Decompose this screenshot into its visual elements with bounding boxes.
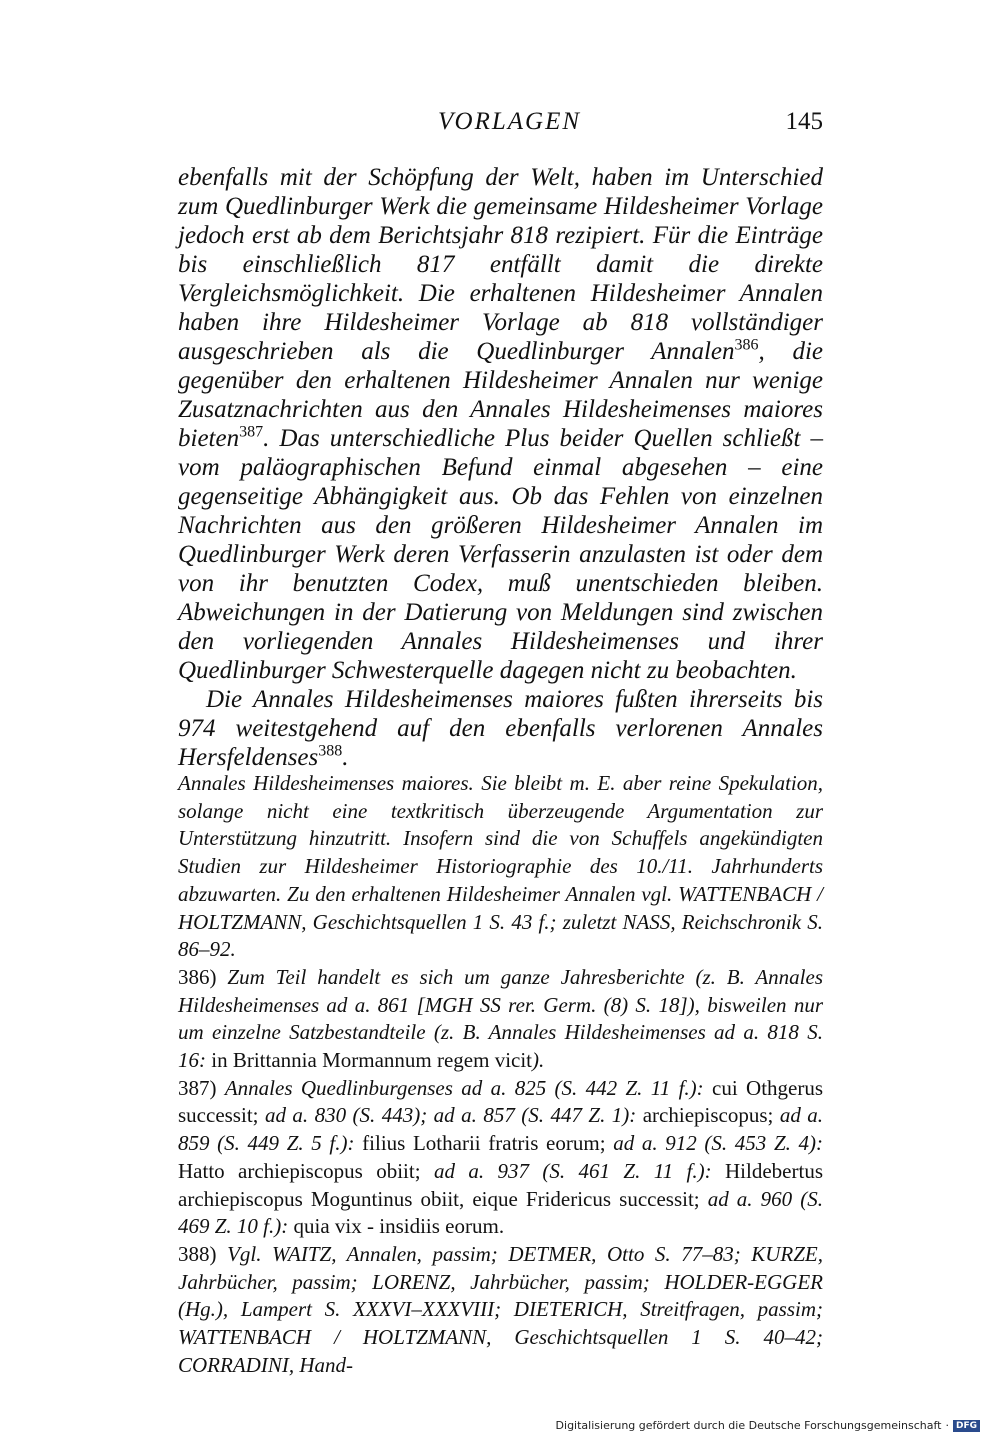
paragraph-1-text-a: ebenfalls mit der Schöpfung der Welt, haben im Unterschied zum Quedlinburger Werk die gemeinsame Hildesheimer Vorlage jedoch erst ab dem Berichtsjahr 818 rezipiert. Für die Einträge bis einschließlich 817 entfällt damit die direkte Vergleichsmöglichkeit. Die erhaltenen Hildesheimer Annalen haben ihre Hildesheimer Vorlage ab 818 vollständiger ausgeschrieben als die Quedlinburger Annalen (178, 164, 823, 365)
paragraph-1-text-b: , die gegenüber den erhaltenen Hildesheimer Annalen nur wenige Zusatznachrichten aus den Annales Hildesheimenses maiores bieten (178, 338, 823, 452)
footnote-ref-388: 388 (318, 742, 343, 760)
paragraph-1 (178, 163, 823, 685)
footnote-number: 386) (178, 964, 217, 989)
footnote-text: ad a. 859 (S. 449 Z. 5 f.): (178, 1103, 824, 1156)
footnote-continuation: Annales Hildesheimenses maiores. Sie bleibt m. E. aber reine Spekulation, solange nicht eine textkritisch überzeugende Argumentation zur Unterstützung hinzutritt. Insofern sind die von Schuffels angekündigten Studien zur Hildesheimer Historiographie des 10./11. Jahrhunderts abzuwarten. Zu den erhaltenen Hildesheimer Annalen vgl. WATTENBACH / HOLTZMANN, Geschichtsquellen 1 S. 43 f.; zuletzt NASS, Reichschronik S. 86–92. (178, 771, 823, 962)
paragraph-2-text-b: . (342, 744, 349, 771)
footnote-quote: quia vix - insidiis eorum. (293, 1214, 505, 1239)
digitization-credit (556, 1419, 980, 1432)
separator: · (945, 1419, 949, 1432)
paragraph-1-text-c: . Das unterschiedliche Plus beider Quellen schließt – vom paläographischen Befund einmal abgesehen – eine gegenseitige Abhängigkeit aus. Ob das Fehlen von einzelnen Nachrichten aus den größeren Hildesheimer Annalen im Quedlinburger Werk deren Verfasserin anzulasten ist oder dem von ihr benutzten Codex, muß unentschieden bleiben. Abweichungen in der Datierung von Meldungen sind zwischen den vorliegenden Annales Hildesheimenses und ihrer Quedlinburger Schwesterquelle dagegen nicht zu beobachten. (178, 425, 823, 684)
main-text (178, 163, 823, 772)
footnote-text: Annales Quedlinburgenses ad a. 825 (S. 442 Z. 11 f.): (224, 1075, 704, 1100)
running-head (178, 108, 823, 148)
footnote-text: ad a. 830 (S. 443); ad a. 857 (S. 447 Z. 1): (264, 1103, 637, 1128)
page-number: 145 (785, 108, 823, 135)
footnote-387 (178, 1075, 823, 1241)
footnote-text: ad a. 960 (S. 469 Z. 10 f.): (178, 1186, 823, 1239)
footnote-quote: Hildebertus archiepiscopus Moguntinus obiit, eique Fridericus successit; (178, 1158, 823, 1211)
footnote-ref-386: 386 (734, 336, 759, 354)
footnote-quote: in Brittannia Mormannum regem vicit (211, 1048, 533, 1073)
running-title: VORLAGEN (438, 108, 582, 135)
footnote-quote: archiepiscopus; (642, 1103, 774, 1128)
dfg-logo: DFG (953, 1420, 980, 1432)
footnote-quote: filius Lotharii fratris eorum; (362, 1131, 606, 1156)
footnote-number: 388) (178, 1241, 217, 1266)
footnote-text: Vgl. WAITZ, Annalen, passim; DETMER, Otto S. 77–83; KURZE, Jahrbücher, passim; LORENZ, Jahrbücher, passim; HOLDER-EGGER (Hg.), Lampert S. XXXVI–XXXVIII; DIETERICH, Streitfragen, passim; WATTENBACH / HOLTZMANN, Geschichtsquellen 1 S. 40–42; CORRADINI, Hand- (178, 1241, 823, 1377)
paragraph-2-text-a: Die Annales Hildesheimenses maiores fußten ihrerseits bis 974 weitestgehend auf den ebenfalls verlorenen Annales Hersfeldenses (178, 686, 823, 771)
footnote-text: Zum Teil handelt es sich um ganze Jahresberichte (z. B. Annales Hildesheimenses ad a. 861 [MGH SS rer. Germ. (8) S. 18]), bisweilen nur um einzelne Satzbestandteile (z. B. Annales Hildesheimenses ad a. 818 S. 16: (178, 964, 824, 1073)
paragraph-2 (178, 685, 823, 772)
footnote-text: ad a. 912 (S. 453 Z. 4): (613, 1131, 824, 1156)
footnote-quote: cui Othgerus successit; (178, 1075, 824, 1128)
credit-text: Digitalisierung gefördert durch die Deutsche Forschungsgemeinschaft (555, 1419, 942, 1432)
footnote-quote: Hatto archiepiscopus obiit; (178, 1158, 421, 1183)
footnote-386 (178, 964, 823, 1075)
footnotes (178, 770, 823, 1379)
footnote-text: ). (532, 1048, 545, 1073)
footnote-ref-387: 387 (239, 423, 264, 441)
footnote-number: 387) (178, 1075, 217, 1100)
footnote-388 (178, 1241, 823, 1380)
footnote-text: ad a. 937 (S. 461 Z. 11 f.): (433, 1158, 712, 1183)
